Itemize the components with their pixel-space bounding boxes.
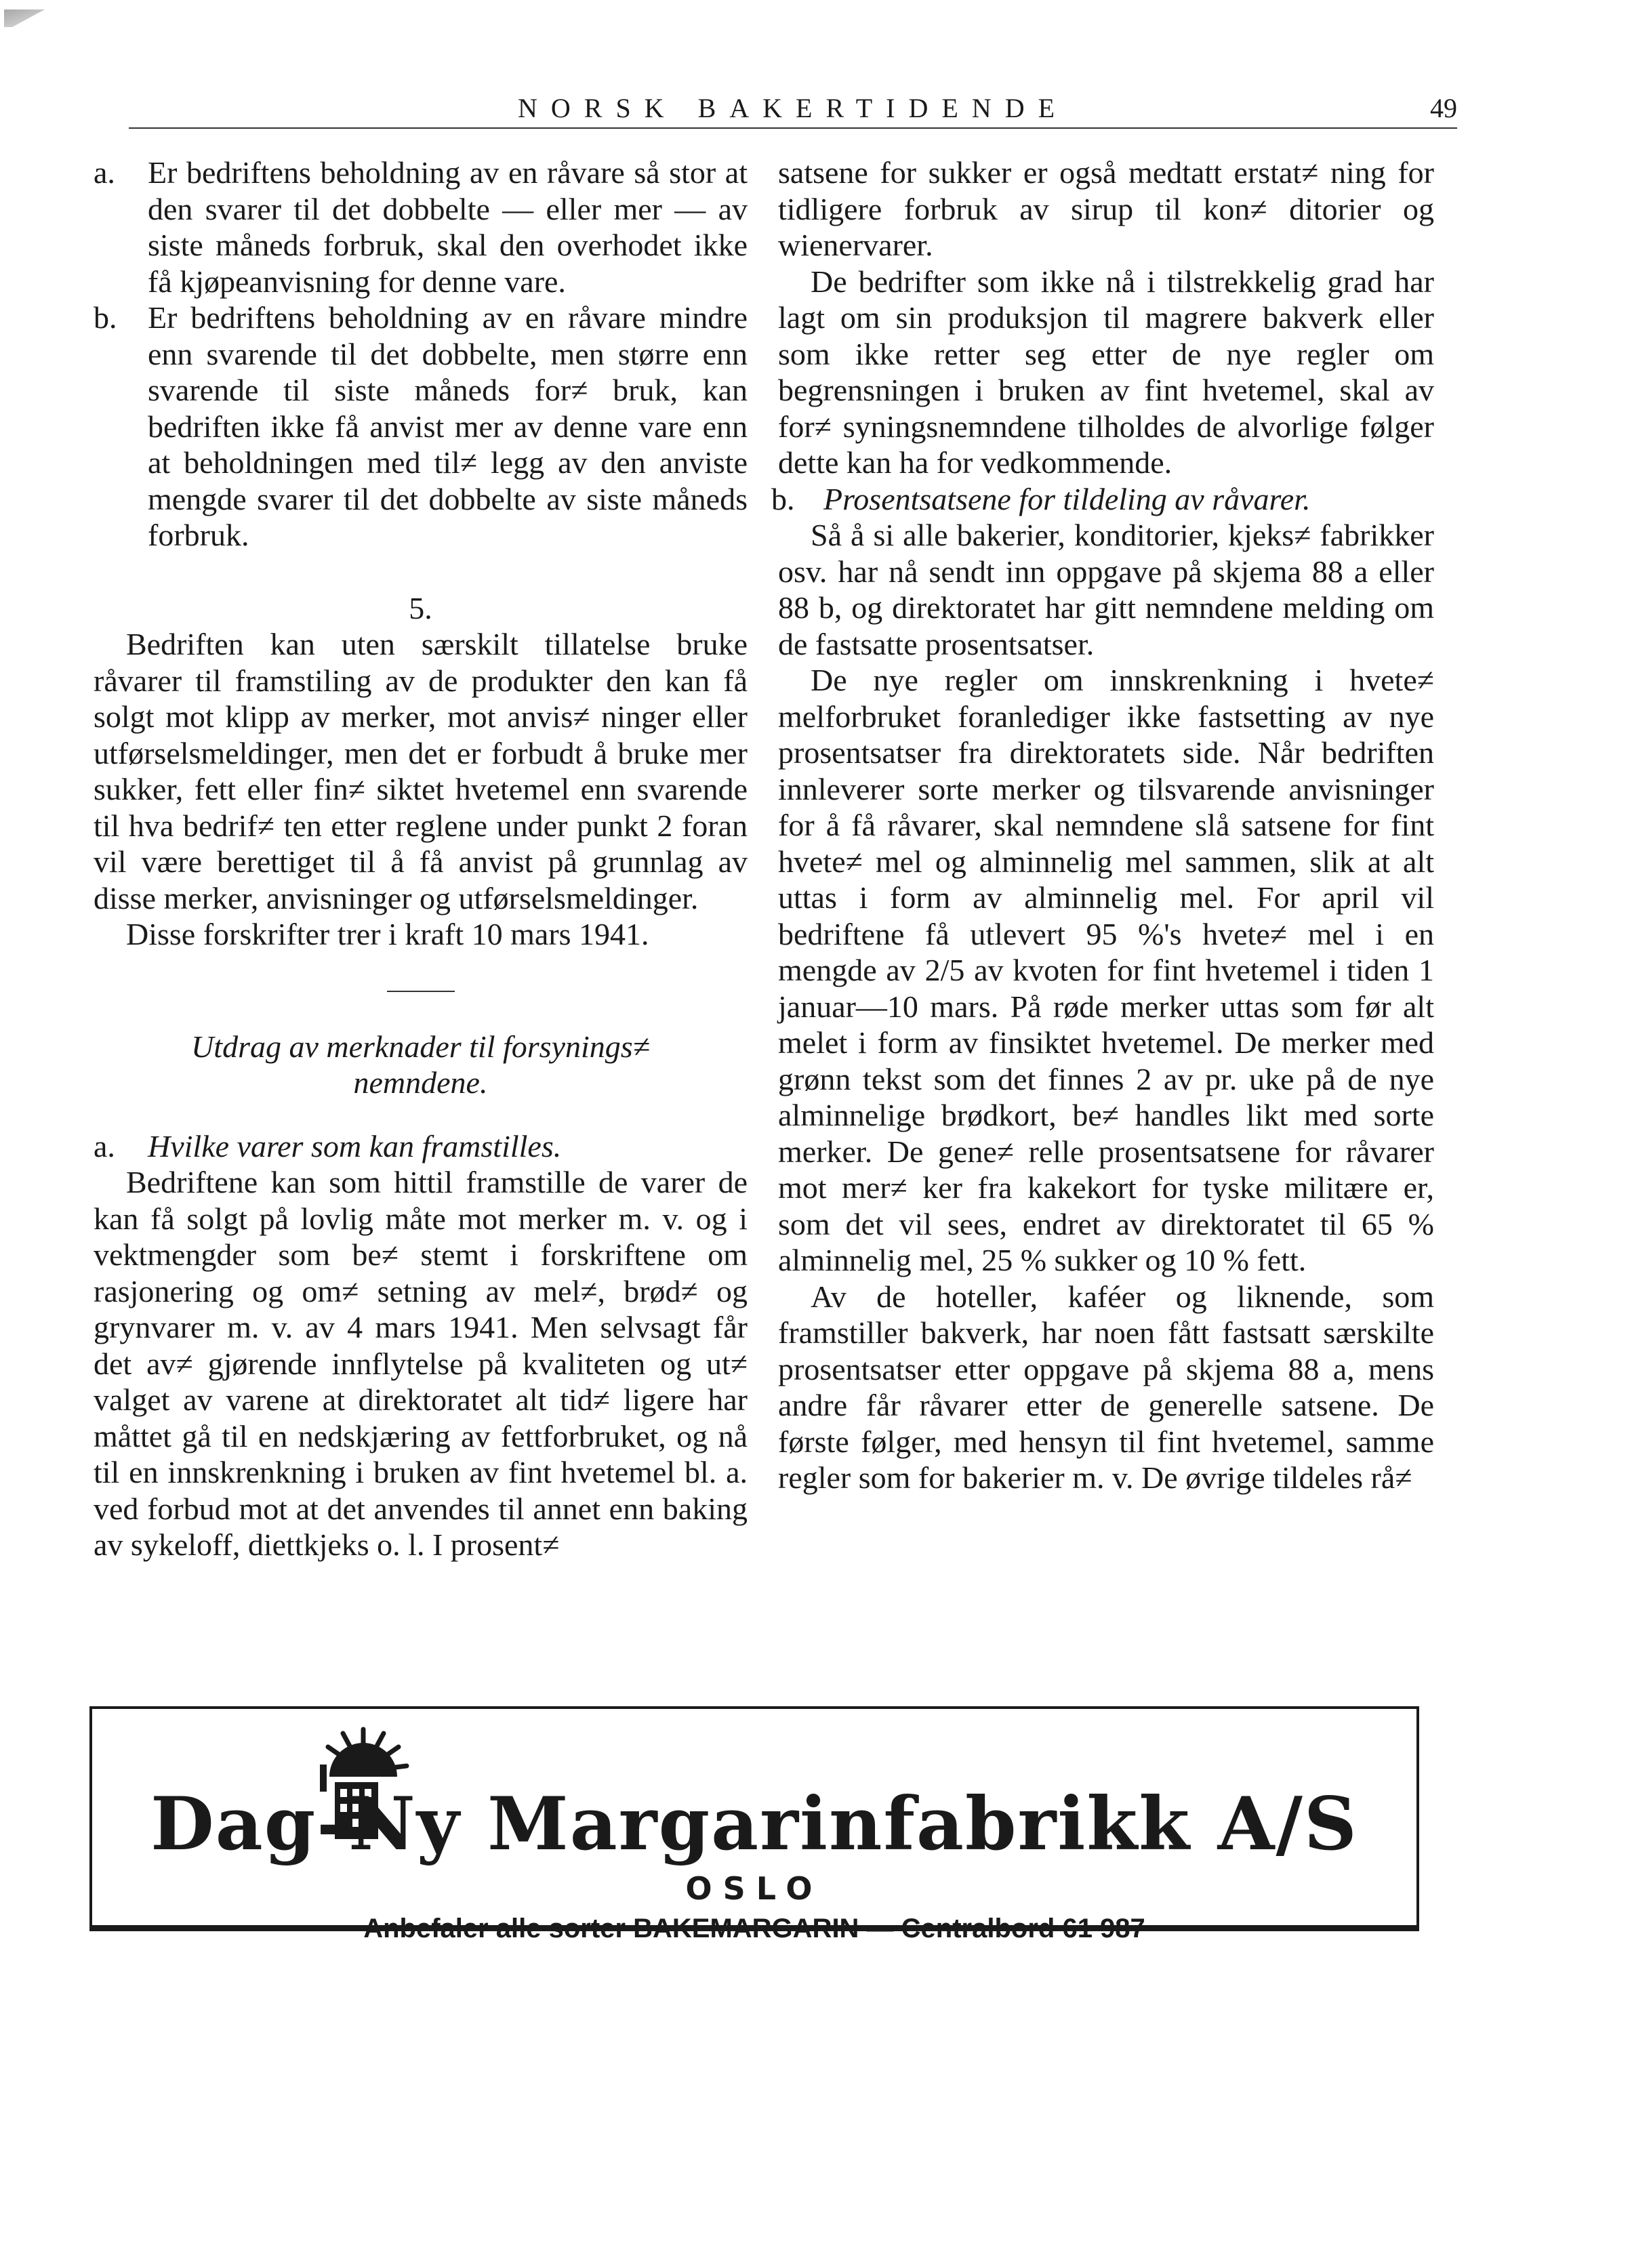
journal-title: NORSK BAKERTIDENDE: [517, 93, 1069, 123]
list-marker: a.: [94, 1128, 115, 1163]
advertisement: [89, 1706, 1419, 1943]
left-column: [94, 154, 748, 1563]
paragraph: Bedriftene kan som hittil framstille de varer de kan få solgt på lovlig måte mot merker m. v. og i vektmengder som be≠ stemt i forskriftene om rasjonering og om≠ setning av mel≠, brød≠ og grynvarer m. v. av 4 mars 1941. Men selvsagt får det av≠ gjørende innflytelse på kvaliteten og ut≠ valget av varene at direktoratet alt tid≠ ligere har måttet gå til en nedskjæring av fettforbruket, og nå til en innskrenkning i bruken av fint hvetemel bl. a. ved forbud mot at det anvendes til annet enn baking av sykeloff, diettkjeks o. l. I prosent≠: [94, 1165, 748, 1562]
list-item: [771, 481, 1434, 518]
list-marker: b.: [771, 481, 795, 516]
paragraph: Bedriften kan uten særskilt tillatelse bruke råvarer til framstiling av de produkter den kan få solgt mot klipp av merker, mot anvis≠ ninger eller utførselsmeldinger, men det er forbudt å bruke mer sukker, fett eller fin≠ siktet hvetemel enn svarende til hva bedrif≠ ten etter reglene under punkt 2 foran vil være berettiget til å få anvist på grunnlag av disse merker, anvisninger og utførselsmeldinger.: [94, 627, 748, 915]
section-number: 5.: [409, 590, 432, 625]
effective-date-paragraph: Disse forskrifter trer i kraft 10 mars 1941.: [126, 917, 649, 951]
page-number: 49: [1430, 93, 1457, 123]
advert-brand: Dag-Ny Margarinfabrikk A/S: [150, 1781, 1358, 1867]
list-item-body: [94, 1128, 748, 1563]
paragraph: De nye regler om innskrenkning i hvete≠ melforbruket foranlediger ikke fastsetting av nye prosentsatser fra direktoratets side. Når bedriften innleverer sorte merker og tilsvarende anvisninger for å få råvarer, skal nemndene slå satsene for fint hvete≠ mel og alminnelig mel sammen, slik at alt uttas i form av alminnelig mel. For april vil bedriftene få utlevert 95 %'s hvete≠ mel i en mengde av 2/5 av kvoten for fint hvetemel i tiden 1 januar—10 mars. På røde merker uttas som før alt melet i form av finsiktet hvetemel. De merker med grønn tekst som det finnes 2 av pr. uke på de nye alminnelige brødkort, be≠ handles likt med sorte merker. De gene≠ relle prosentsatsene for råvarer mot mer≠ ker fra kakekort for tyske militære er, som det vil sees, endret av direktoratet til 65 % alminnelig mel, 25 % sukker og 10 % fett.: [778, 663, 1434, 1277]
advert-tagline: Anbefaler alle sorter BAKEMARGARIN — Centralbord 61 987: [363, 1914, 1145, 1943]
list-marker: a.: [94, 155, 115, 190]
paragraph: De bedrifter som ikke nå i tilstrekkelig grad har lagt om sin produksjon til magrere bakverk eller som ikke retter seg etter de nye regler om begrensningen i bruken av fint hvetemel, skal av for≠ syningsnemndene tilholdes de alvorlige følger dette kan ha for vedkommende.: [778, 264, 1434, 480]
list-item: [94, 154, 748, 300]
list-item-text: Er bedriftens beholdning av en råvare så stor at den svarer til det dobbelte — eller mer — av siste måneds forbruk, skal den overhodet ikke få kjøpeanvisning for denne vare.: [148, 155, 748, 299]
advert-city: OSLO: [685, 1870, 823, 1907]
subsection-heading: Prosentsatsene for tildeling av råvarer.: [823, 481, 1311, 516]
scan-corner-mark: [4, 9, 45, 27]
list-item-text: Er bedriftens beholdning av en råvare mindre enn svarende til det dobbelte, men større enn svarende til siste måneds for≠ bruk, kan bedriften ikke få anvist mer av denne vare enn at beholdningen med til≠ legg av den anviste mengde svarer til det dobbelte av siste måneds forbruk.: [148, 300, 748, 552]
subsection-heading: Hvilke varer som kan framstilles.: [148, 1128, 562, 1163]
section-divider: [387, 991, 455, 992]
paragraph: Av de hoteller, kaféer og liknende, som framstiller bakverk, har noen fått fastsatt særskilte prosentsatser etter oppgave på skjema 88 a, mens andre får råvarer etter de generelle satsene. De første følger, med hensyn til fint hvetemel, samme regler som for bakerier m. v. De øvrige tildeles rå≠: [778, 1279, 1434, 1495]
paragraph: Så å si alle bakerier, konditorier, kjeks≠ fabrikker osv. har nå sendt inn oppgave på skjema 88 a eller 88 b, og direktoratet har gitt nemndene melding om de fastsatte prosentsatser.: [778, 518, 1434, 661]
excerpt-heading: Utdrag av merknader til forsynings≠ nemndene.: [191, 1029, 650, 1100]
paragraph: satsene for sukker er også medtatt erstat≠ ning for tidligere forbruk av sirup til kon≠ ditorier og wienervarer.: [778, 155, 1434, 262]
list-item: [94, 1128, 748, 1563]
running-header: [129, 80, 1457, 129]
right-column: [771, 154, 1434, 1496]
list-marker: b.: [94, 300, 117, 335]
list-item: [94, 300, 748, 554]
